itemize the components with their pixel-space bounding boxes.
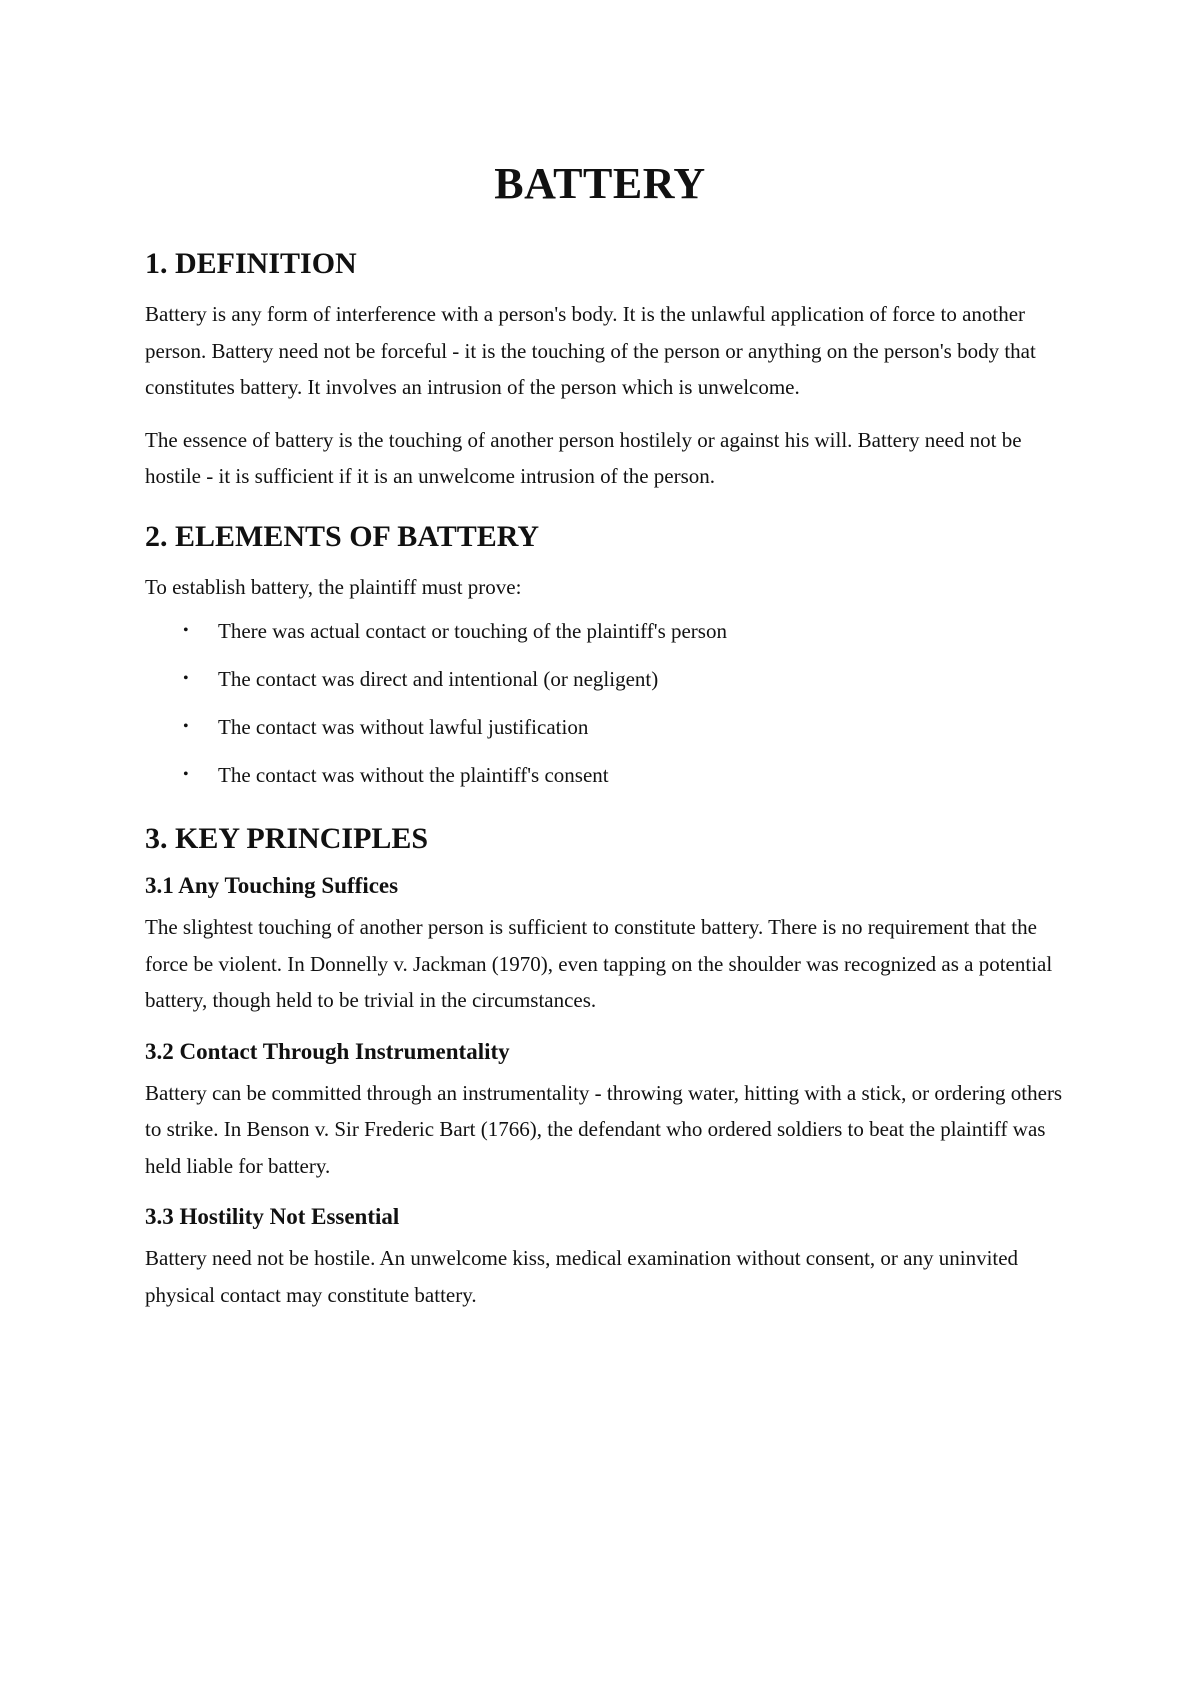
list-item [145,757,1065,793]
subsection-hostility [145,1202,1065,1313]
list-item-text: The contact was without lawful justification [218,715,589,740]
definition-section [145,246,1065,495]
list-item [145,661,1065,697]
definition-heading: 1. DEFINITION [145,247,357,281]
bullet-icon: • [183,670,189,688]
subsection-heading: 3.2 Contact Through Instrumentality [145,1038,510,1064]
principles-heading: 3. KEY PRINCIPLES [145,822,429,856]
bullet-icon: • [183,766,189,784]
elements-list [145,613,1065,793]
list-item-text: There was actual contact or touching of the plaintiff's person [218,619,727,644]
elements-heading: 2. ELEMENTS OF BATTERY [145,519,540,553]
list-item [145,613,1065,649]
subsection-text: The slightest touching of another person is sufficient to constitute battery. There is no requirement that the force be violent. In Donnelly v. Jackman (1970), even tapping on the shoulder was recognized as a potential battery, though held to be trivial in the circumstances. [145,915,1053,1013]
elements-intro: To establish battery, the plaintiff must prove: [145,574,522,599]
principles-section [145,821,1065,1313]
subsection-text: Battery need not be hostile. An unwelcome kiss, medical examination without consent, or any uninvited physical contact may constitute battery. [145,1246,1019,1307]
subsection-instrumentality [145,1037,1065,1184]
definition-paragraph: Battery is any form of interference with a person's body. It is the unlawful application of force to another person. Battery need not be forceful - it is the touching of the person or anything on the person's body that constitutes battery. It involves an intrusion of the person which is unwelcome. [145,302,1036,400]
subsection-heading: 3.3 Hostility Not Essential [145,1204,400,1230]
subsection-text: Battery can be committed through an instrumentality - throwing water, hitting with a stick, or ordering others to strike. In Benson v. Sir Frederic Bart (1766), the defendant who ordered soldiers to beat the plaintiff was held liable for battery. [145,1080,1063,1178]
document-title: BATTERY [494,159,706,208]
elements-section [145,519,1065,794]
bullet-icon: • [183,718,189,736]
subsection-heading: 3.1 Any Touching Suffices [145,873,399,899]
list-item-text: The contact was direct and intentional (or negligent) [218,667,659,692]
bullet-icon: • [183,622,189,640]
list-item [145,709,1065,745]
list-item-text: The contact was without the plaintiff's consent [218,763,609,788]
definition-paragraph: The essence of battery is the touching of another person hostilely or against his will. Battery need not be hostile - it is sufficient if it is an unwelcome intrusion of the person. [145,427,1022,489]
subsection-any-touching [145,871,1065,1018]
document-page [145,160,1065,1331]
